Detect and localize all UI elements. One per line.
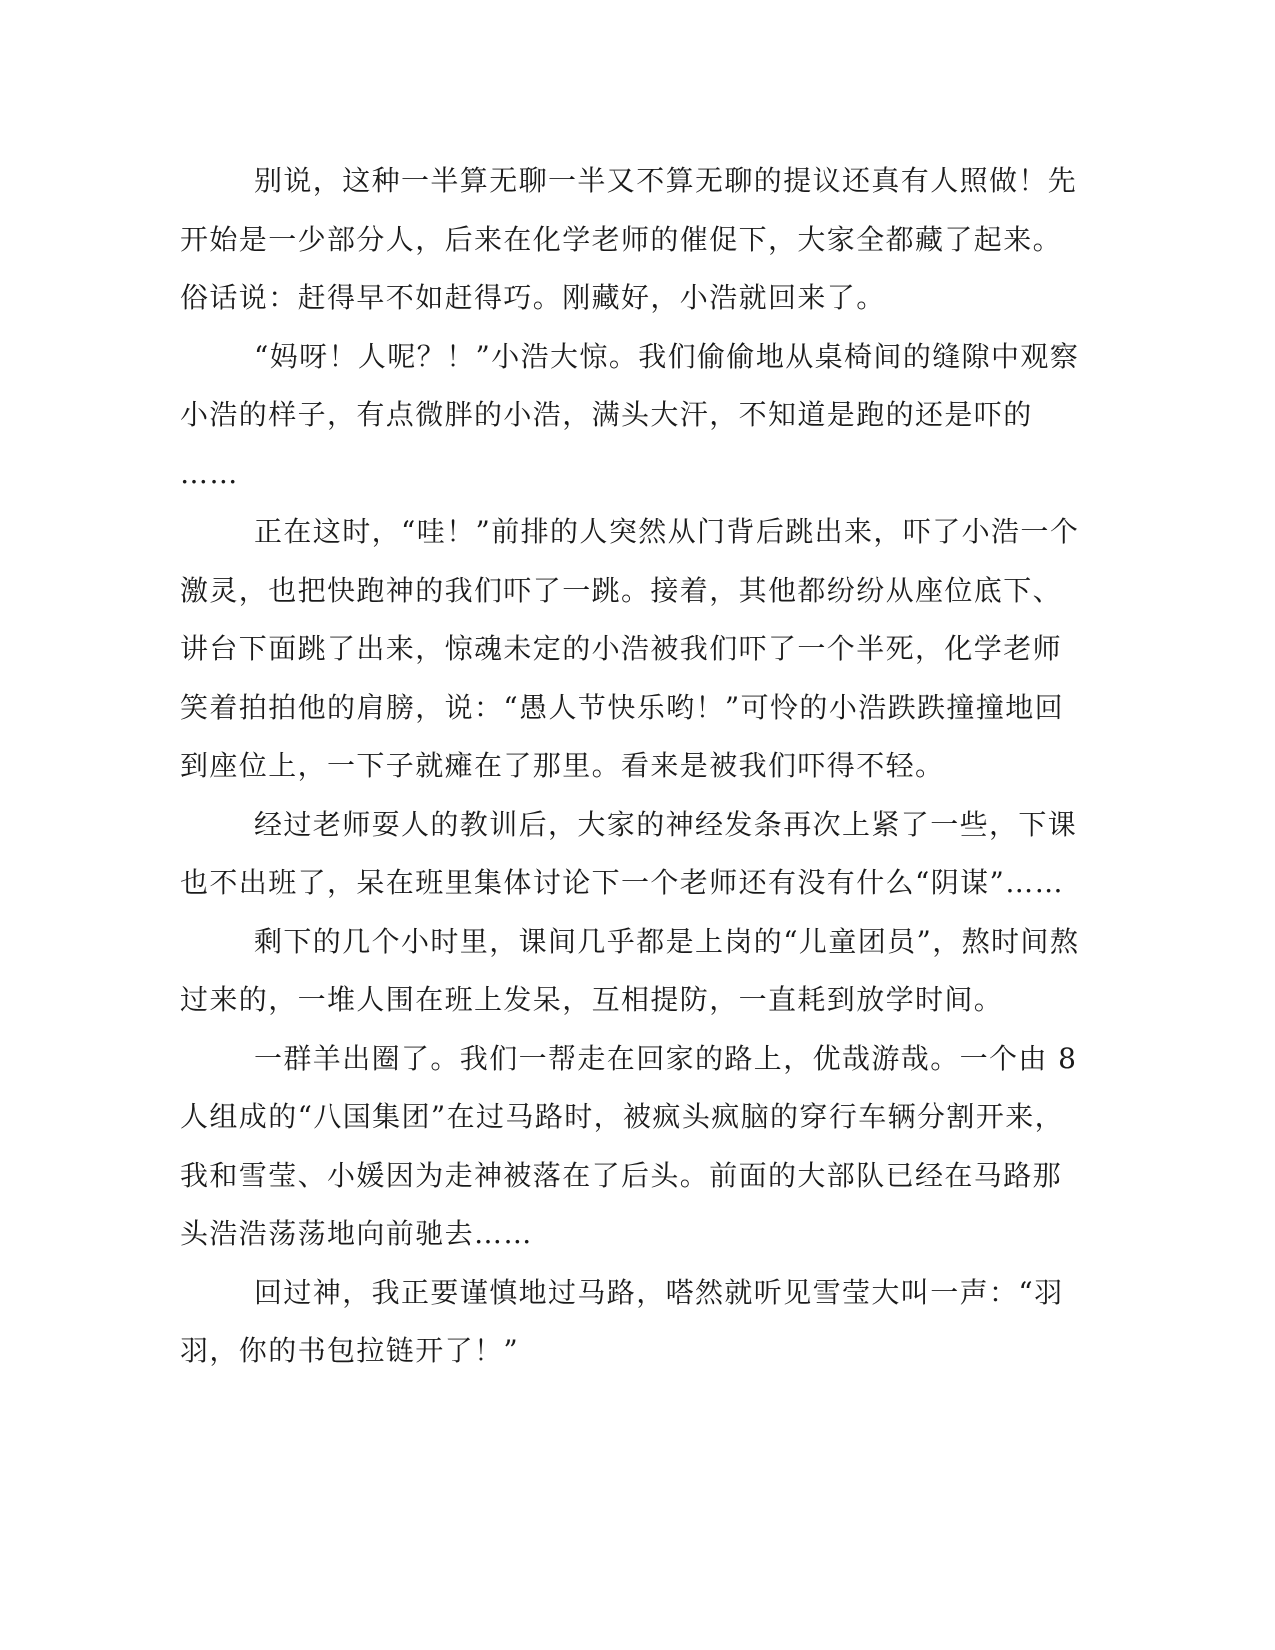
text-line: “妈呀！人呢？！”小浩大惊。我们偷偷地从桌椅间的缝隙中观察	[254, 339, 1080, 373]
text-line: 正在这时，“哇！”前排的人突然从门背后跳出来，吓了小浩一个	[254, 515, 1080, 548]
text-line: 人组成的“八国集团”在过马路时，被疯头疯脑的穿行车辆分割开来，	[180, 1100, 1065, 1133]
text-line: 羽，你的书包拉链开了！”	[180, 1334, 520, 1367]
text-line: 笑着拍拍他的肩膀，说：“愚人节快乐哟！”可怜的小浩跌跌撞撞地回	[180, 690, 1065, 724]
paragraph-6	[180, 1030, 1078, 1264]
paragraph-1	[180, 152, 1078, 328]
text-line: 俗话说：赶得早不如赶得巧。刚藏好，小浩就回来了。	[180, 281, 886, 314]
text-line: 剩下的几个小时里，课间几乎都是上岗的“儿童团员”，熬时间熬	[254, 924, 1080, 958]
text-line: 别说，这种一半算无聊一半又不算无聊的提议还真有人照做！先	[254, 164, 1078, 197]
paragraph-4	[180, 796, 1078, 913]
text-line: 经过老师耍人的教训后，大家的神经发条再次上紧了一些，下课	[254, 807, 1078, 841]
text-line: ……	[180, 456, 239, 490]
text-line: 回过神，我正要谨慎地过马路，嗒然就听见雪莹大叫一声：“羽	[254, 1275, 1064, 1309]
text-line: 也不出班了，呆在班里集体讨论下一个老师还有没有什么“阴谋”……	[180, 866, 1065, 899]
text-line: 一群羊出圈了。我们一帮走在回家的路上，优哉游哉。一个由 8	[254, 1041, 1078, 1075]
text-line: 我和雪莹、小媛因为走神被落在了后头。前面的大部队已经在马路那	[180, 1158, 1063, 1192]
text-line: 过来的，一堆人围在班上发呆，互相提防，一直耗到放学时间。	[180, 983, 1004, 1016]
text-line: 到座位上，一下子就瘫在了那里。看来是被我们吓得不轻。	[180, 749, 945, 782]
paragraph-2	[180, 328, 1080, 504]
text-line: 讲台下面跳了出来，惊魂未定的小浩被我们吓了一个半死，化学老师	[180, 632, 1063, 665]
text-line: 小浩的样子，有点微胖的小浩，满头大汗，不知道是跑的还是吓的	[180, 398, 1033, 431]
text-line: 激灵，也把快跑神的我们吓了一跳。接着，其他都纷纷从座位底下、	[180, 573, 1063, 607]
paragraph-7	[180, 1264, 1064, 1381]
paragraph-3	[180, 503, 1080, 796]
paragraph-5	[180, 913, 1080, 1030]
document-body	[180, 152, 1080, 1381]
text-line: 头浩浩荡荡地向前驰去……	[180, 1217, 533, 1250]
text-line: 开始是一少部分人，后来在化学老师的催促下，大家全都藏了起来。	[180, 222, 1063, 256]
